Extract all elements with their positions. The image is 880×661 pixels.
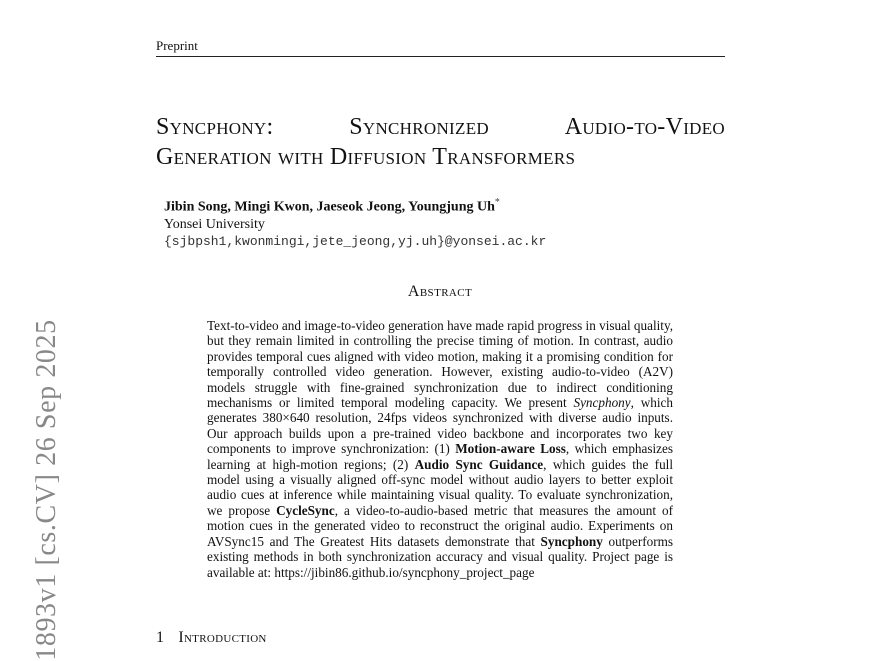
section-title: Introduction	[178, 629, 267, 646]
author-block	[164, 194, 546, 250]
author-names: Jibin Song, Mingi Kwon, Jaeseok Jeong, Youngjung Uh	[164, 199, 495, 215]
paper-title	[156, 112, 725, 172]
abstract-syncphony-bold: Syncphony	[540, 533, 603, 549]
abstract-text-2: , which generates 380×640 resolution, 24fps videos synchronized with diverse audio inputs. Our approach builds upon a pre-trained video backbone and incorporates two key components to improve synchronization: (1)	[207, 395, 673, 457]
abstract-heading: Abstract	[407, 283, 473, 300]
title-word-1: Syncphony:	[156, 114, 274, 140]
title-line-2: Generation with Diffusion Transformers	[156, 144, 576, 170]
abstract-motion-loss: Motion-aware Loss	[455, 441, 566, 457]
abstract-cyclesync: CycleSync	[276, 502, 335, 518]
section-number: 1	[156, 629, 165, 646]
corresponding-author-mark: *	[494, 197, 500, 208]
title-word-2: Synchronized	[349, 114, 489, 140]
abstract-text-5: , a video-to-audio-based metric that measures the amount of motion cues in the generated video to reconstruct the original audio. Experiments on AVSync15 and The Greatest Hits datasets demonstrate that	[207, 502, 673, 549]
abstract-text-4: , which guides the full model using a visually aligned off-sync model without audio layers to better exploit audio cues at inference while maintaining visual quality. To evaluate synchronization, we propose	[207, 456, 673, 518]
running-header	[156, 38, 725, 57]
header-label: Preprint	[156, 38, 198, 53]
abstract-audio-sync-guidance: Audio Sync Guidance	[414, 456, 544, 472]
section-heading-introduction	[156, 629, 267, 647]
abstract-text-3: , which emphasizes learning at high-motion regions; (2)	[207, 441, 673, 472]
abstract-text-1: Text-to-video and image-to-video generation have made rapid progress in visual quality, but they remain limited in controlling the precise timing of motion. In contrast, audio provides temporal cues aligned with video motion, making it a promising condition for temporally controlled video generation. However, existing audio-to-video (A2V) models struggle with fine-grained synchronization due to indirect conditioning mechanisms or limited temporal modeling capacity. We present	[207, 318, 673, 411]
title-word-3: Audio-to-Video	[564, 114, 725, 140]
title-line-1	[156, 112, 725, 142]
arxiv-identifier-stamp: 1893v1 [cs.CV] 26 Sep 2025	[31, 319, 62, 661]
affiliation: Yonsei University	[164, 216, 265, 232]
abstract-body	[207, 318, 673, 580]
abstract-text-6: outperforms existing methods in both synchronization accuracy and visual quality. Project page is available at: https://jibin86.github.io/syncphony_project_page	[207, 533, 673, 580]
author-emails: {sjbpsh1,kwonmingi,jete_jeong,yj.uh}@yonsei.ac.kr	[164, 233, 547, 249]
abstract-syncphony-italic: Syncphony	[573, 395, 631, 411]
